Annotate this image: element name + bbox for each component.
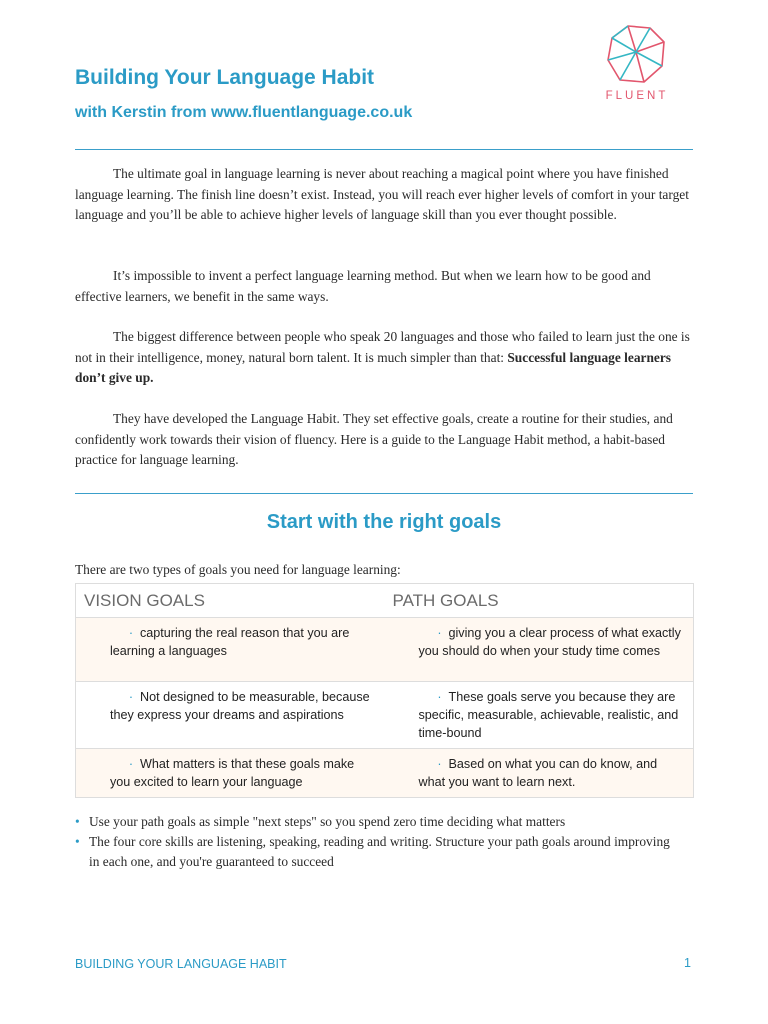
table-cell <box>385 749 694 798</box>
cell-text: What matters is that these goals make you excited to learn your language <box>110 757 355 789</box>
paragraph-text: The biggest difference between people who speak 20 languages and those who failed to learn just the one is not in their intelligence, money, natural born talent. It is much simpler than that: <box>75 329 690 365</box>
bullet-marker: • <box>75 814 80 829</box>
section-divider <box>75 493 693 494</box>
bullet-marker: · <box>437 690 442 704</box>
section-heading: Start with the right goals <box>266 511 502 533</box>
list-item-text: The four core skills are listening, speaking, reading and writing. Structure your path goals around improving in each one, and you're guaranteed to succeed <box>89 834 670 869</box>
paragraph-text: It’s impossible to invent a perfect language learning method. But when we learn how to be good and effective learners, we benefit in the same ways. <box>75 268 651 304</box>
table-cell <box>385 618 694 682</box>
logo-wordmark: FLUENT <box>605 90 669 102</box>
table-cell <box>76 749 385 798</box>
bullet-marker: · <box>128 626 134 640</box>
intro-paragraph-2 <box>75 266 693 307</box>
header-divider <box>75 149 693 150</box>
cell-text: giving you a clear process of what exactly you should do when your study time comes <box>418 626 681 658</box>
bullet-marker: · <box>437 626 442 640</box>
intro-paragraph-1 <box>75 164 693 226</box>
paragraph-text: The ultimate goal in language learning is never about reaching a magical point where you have finished language learning. The finish line doesn’t exist. Instead, you will reach ever higher levels of comfort in your target language and you’ll be able to achieve higher levels of language skill than you ever thought possible. <box>75 166 689 222</box>
goals-intro-text: There are two types of goals you need for language learning: <box>75 562 401 577</box>
bullet-marker: · <box>437 757 442 771</box>
paragraph-emphasis: Successful language learners don’t give up. <box>75 349 672 385</box>
footer-label: BUILDING YOUR LANGUAGE HABIT <box>75 957 287 971</box>
table-header-row <box>76 584 694 618</box>
cell-text: These goals serve you because they are specific, measurable, achievable, realistic, and time-bound <box>418 690 679 740</box>
vision-goals-header: VISION GOALS <box>76 584 385 618</box>
table-cell <box>76 682 385 749</box>
page-subtitle: with Kerstin from www.fluentlanguage.co.uk <box>75 104 413 121</box>
bullet-marker: • <box>75 834 80 849</box>
cell-text: Based on what you can do know, and what you want to learn next. <box>418 757 658 789</box>
intro-paragraph-4 <box>75 409 693 471</box>
bullet-marker: · <box>128 690 134 704</box>
list-item <box>75 832 675 872</box>
table-row <box>76 682 694 749</box>
list-item <box>75 812 675 832</box>
bullet-marker: · <box>128 757 134 771</box>
table-row <box>76 618 694 682</box>
page-number: 1 <box>684 956 691 970</box>
page-title: Building Your Language Habit <box>75 66 375 89</box>
path-goals-header: PATH GOALS <box>385 584 694 618</box>
paragraph-text: They have developed the Language Habit. They set effective goals, create a routine for their studies, and confidently work towards their vision of fluency. Here is a guide to the Language Habit method, a habit-based practice for language learning. <box>75 411 673 467</box>
cell-text: Not designed to be measurable, because they express your dreams and aspirations <box>110 690 370 722</box>
cell-text: capturing the real reason that you are learning a languages <box>110 626 350 658</box>
list-item-text: Use your path goals as simple "next steps" so you spend zero time deciding what matters <box>89 814 566 829</box>
fluent-logo-mark-icon <box>598 22 676 88</box>
tips-list <box>75 812 675 872</box>
table-cell <box>385 682 694 749</box>
table-row <box>76 749 694 798</box>
goals-table <box>75 583 694 798</box>
intro-paragraph-3 <box>75 327 693 389</box>
table-cell <box>76 618 385 682</box>
fluent-logo <box>598 22 676 112</box>
